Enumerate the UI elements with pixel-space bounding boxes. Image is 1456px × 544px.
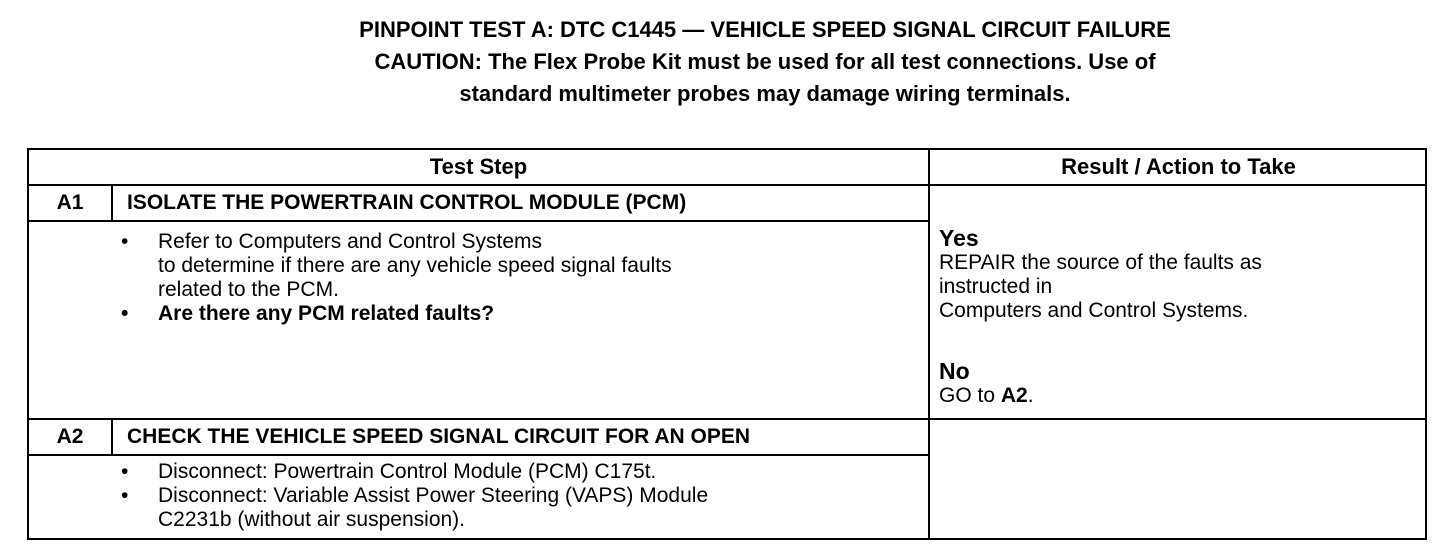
caution-line-1: CAUTION: The Flex Probe Kit must be used for all test connections. Use of — [374, 49, 1156, 74]
test-title: PINPOINT TEST A: DTC C1445 — VEHICLE SPEED SIGNAL CIRCUIT FAILURE — [359, 17, 1171, 42]
bullet-glyph: • — [121, 460, 129, 483]
step-a1-title: ISOLATE THE POWERTRAIN CONTROL MODULE (PCM) — [127, 191, 687, 214]
instruction-line: to determine if there are any vehicle speed signal faults — [158, 254, 672, 277]
no-action: GO to A2. — [939, 384, 1034, 407]
yes-action-line: instructed in — [939, 275, 1053, 298]
instruction-question: Are there any PCM related faults? — [158, 302, 495, 325]
step-a1-instructions — [121, 230, 921, 326]
list-item — [121, 302, 921, 326]
list-item — [121, 230, 921, 302]
list-item — [121, 460, 921, 484]
bullet-glyph: • — [121, 230, 129, 253]
header-result-action: Result / Action to Take — [1061, 154, 1296, 179]
pinpoint-test-table — [27, 148, 1427, 540]
bullet-glyph: • — [121, 484, 129, 507]
step-a2-id: A2 — [56, 425, 84, 448]
test-heading — [0, 14, 1456, 110]
step-a1-id: A1 — [56, 191, 84, 214]
step-a2-instructions — [121, 460, 921, 532]
step-a1-result — [939, 226, 1419, 408]
list-item — [121, 484, 921, 532]
no-label: No — [939, 358, 970, 384]
instruction-line: Refer to Computers and Control Systems — [158, 230, 542, 253]
step-a2-title-divider — [29, 454, 928, 456]
instruction-line: C2231b (without air suspension). — [158, 508, 466, 531]
caution-line-2: standard multimeter probes may damage wiring terminals. — [459, 81, 1071, 106]
step-a1-title-divider — [29, 220, 928, 222]
step-a2-title: CHECK THE VEHICLE SPEED SIGNAL CIRCUIT FOR AN OPEN — [127, 425, 751, 448]
yes-action-line: Computers and Control Systems. — [939, 299, 1249, 322]
instruction-line: related to the PCM. — [158, 278, 339, 301]
column-divider — [928, 150, 930, 538]
instruction-line: Disconnect: Powertrain Control Module (PCM) C175t. — [158, 460, 657, 483]
yes-label: Yes — [939, 225, 979, 251]
bullet-glyph: • — [121, 302, 129, 325]
yes-action-line: REPAIR the source of the faults as — [939, 251, 1262, 274]
instruction-line: Disconnect: Variable Assist Power Steering (VAPS) Module — [158, 484, 709, 507]
header-test-step: Test Step — [429, 154, 528, 179]
no-action-target: A2 — [1000, 384, 1028, 407]
